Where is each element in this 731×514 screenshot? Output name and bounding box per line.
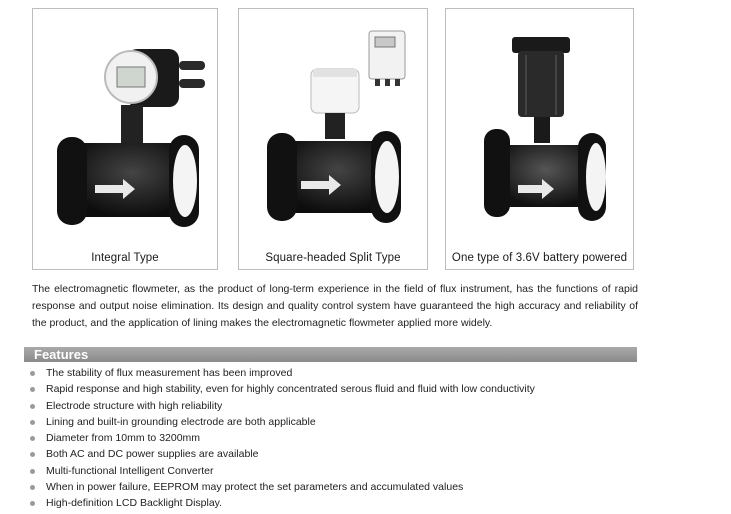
bullet-icon: [30, 469, 35, 474]
list-item: [28, 381, 535, 397]
feature-text: Lining and built-in grounding electrode are both applicable: [46, 415, 316, 428]
list-item: [28, 479, 535, 495]
feature-text: When in power failure, EEPROM may protect the set parameters and accumulated values: [46, 481, 464, 494]
list-item: [28, 446, 535, 462]
bullet-icon: [30, 501, 35, 506]
list-item: [28, 398, 535, 414]
features-title: Features: [34, 347, 89, 362]
list-item: [28, 365, 535, 381]
list-item: [28, 463, 535, 479]
feature-text: Electrode structure with high reliability: [46, 399, 223, 412]
features-header: [24, 347, 637, 362]
product-card-split: [238, 8, 428, 270]
feature-text: High-definition LCD Backlight Display.: [46, 497, 223, 510]
bullet-icon: [30, 371, 35, 376]
list-item: [28, 430, 535, 446]
bullet-icon: [30, 452, 35, 457]
product-caption: Integral Type: [91, 252, 159, 264]
list-item: [28, 495, 535, 511]
list-item: [28, 414, 535, 430]
feature-text: Multi-functional Intelligent Converter: [46, 464, 214, 477]
bullet-icon: [30, 436, 35, 441]
bullet-icon: [30, 404, 35, 409]
features-list: [28, 365, 535, 512]
integral-flowmeter-image: [33, 9, 219, 249]
bullet-icon: [30, 420, 35, 425]
bullet-icon: [30, 387, 35, 392]
product-caption: Square-headed Split Type: [265, 252, 401, 264]
product-card-battery: [445, 8, 634, 270]
product-caption: One type of 3.6V battery powered: [451, 252, 628, 264]
product-card-integral: [32, 8, 218, 270]
bullet-icon: [30, 485, 35, 490]
intro-paragraph: The electromagnetic flowmeter, as the product of long-term experience in the field of flux instrument, has the functions of rapid response and output noise elimination. Its design and quality control system have guaranteed the high accuracy and reliability of the product, and the application of lining makes the electromagnetic flowmeter applied more widely.: [32, 283, 638, 329]
feature-text: Rapid response and high stability, even for highly concentrated serous fluid and fluid with low conductivity: [46, 383, 535, 396]
feature-text: Both AC and DC power supplies are available: [46, 448, 259, 461]
feature-text: The stability of flux measurement has been improved: [46, 367, 293, 379]
feature-text: Diameter from 10mm to 3200mm: [46, 432, 201, 445]
split-flowmeter-image: [239, 9, 429, 249]
battery-flowmeter-image: [446, 9, 635, 249]
